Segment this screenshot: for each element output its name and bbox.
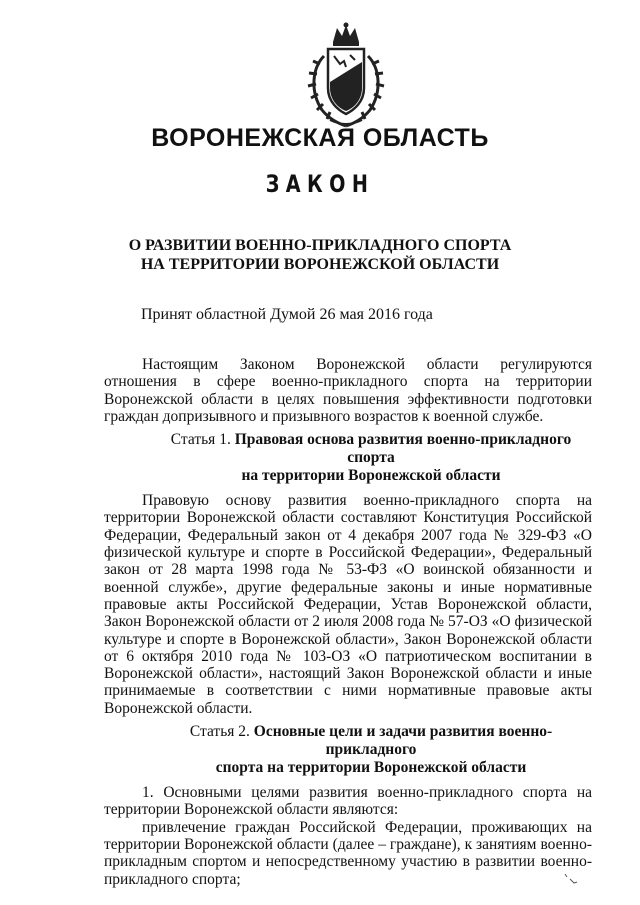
preamble-paragraph: Настоящим Законом Воронежской области регулируются отношения в сфере военно-прикладного спорта на территории Воронежской области в целях повышения эффективности подготовки граждан допризывного и призывного возрастов к военной службе. [104,356,592,425]
article-1-label: Статья 1. [170,431,231,449]
adoption-note: Принят областной Думой 26 мая 2016 года [141,306,433,323]
signature-mark-icon [562,870,582,890]
article-2-title-line-2: спорта на территории Воронежской области [215,759,527,777]
article-2-paragraph-2: привлечение граждан Российской Федерации, проживающих на территории Воронежской области (далее – граждане), к занятиям военно-прикладным спортом и непосредственному участию в развитии военно-прикладного спорта; [104,818,592,888]
article-1-title-line-2: на территории Воронежской области [241,467,501,485]
law-body [104,356,592,888]
law-title-line-2: НА ТЕРРИТОРИИ ВОРОНЕЖСКОЙ ОБЛАСТИ [140,256,500,273]
article-2-title-line-1: Основные цели и задачи развития военно-прикладного [253,723,553,759]
law-title [0,236,640,274]
article-2-paragraph-1: 1. Основными целями развития военно-прикладного спорта на территории Воронежской области являются: [104,784,592,819]
article-2-label: Статья 2. [189,723,250,741]
law-title-line-1: О РАЗВИТИИ ВОЕННО-ПРИКЛАДНОГО СПОРТА [128,237,512,254]
article-1-title-line-1: Правовая основа развития военно-прикладного спорта [234,431,572,467]
article-1-paragraph: Правовую основу развития военно-прикладного спорта на территории Воронежской области составляют Конституция Российской Федерации, Федеральный закон от 4 декабря 2007 года № 329-ФЗ «О физической культуре и спорте в Российской Федерации», Федеральный закон от 28 марта 1998 года № 53-ФЗ «О воинской обязанности и военной службе», другие федеральные законы и иные нормативные правовые акты Российской Федерации, Устав Воронежской области, Закон Воронежской области от 2 июля 2008 года № 57-ОЗ «О физической культуре и спорте в Воронежской области», Закон Воронежской области от 6 октября 2010 года № 103-ОЗ «О патриотическом воспитании в Воронежской области», настоящий Закон Воронежской области и иные принимаемые в соответствии с ними нормативные правовые акты Воронежской области. [104,492,592,717]
document-type: ЗАКОН [265,170,375,198]
article-2-heading [104,723,592,777]
article-1-heading [104,431,592,485]
coat-of-arms-icon [300,22,392,130]
region-name: ВОРОНЕЖСКАЯ ОБЛАСТЬ [151,124,489,152]
